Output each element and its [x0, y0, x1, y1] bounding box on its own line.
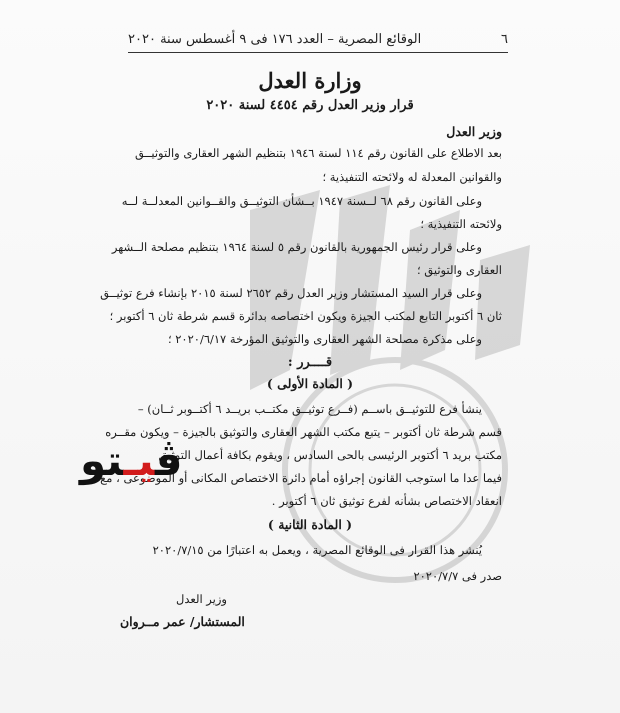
article-1-line: قسم شرطة ثان أكتوبر – يتبع مكتب الشهر العقارى والتوثيق بالجيزة – ويكون مقــره [105, 425, 502, 439]
issued-date: صدر فى ٢٠٢٠/٧/٧ [413, 569, 502, 583]
preamble-line: وعلى مذكرة مصلحة الشهر العقارى والتوثيق المؤرخة ٢٠٢٠/٦/١٧ ؛ [167, 332, 482, 346]
preamble-line: بعد الاطلاع على القانون رقم ١١٤ لسنة ١٩٤٦ بتنظيم الشهر العقارى والتوثيــق [135, 146, 502, 160]
logo-part: تو [80, 436, 124, 485]
preamble-line: وعلى قرار رئيس الجمهورية بالقانون رقم ٥ لسنة ١٩٦٤ بتنظيم مصلحة الــشهر [111, 240, 482, 254]
logo-part: يـ [123, 436, 155, 485]
signature-title: وزير العدل [176, 592, 227, 606]
article-1-heading: ( المادة الأولى ) [266, 376, 354, 391]
decides-label: قــــرر : [287, 355, 333, 370]
preamble-line: وعلى قرار السيد المستشار وزير العدل رقم ٢٦٥٢ لسنة ٢٠١٥ بإنشاء فرع توثيــق [100, 286, 482, 300]
article-2-line: يُنشر هذا القرار فى الوقائع المصرية ، ويعمل به اعتبارًا من ٢٠٢٠/٧/١٥ [152, 543, 482, 557]
logo-part: ڤ [154, 436, 183, 485]
running-header [128, 32, 508, 47]
decree-title: قرار وزير العدل رقم ٤٤٥٤ لسنة ٢٠٢٠ [206, 98, 414, 113]
page-number: ٦ [501, 32, 508, 47]
preamble-line: والقوانين المعدلة له ولائحته التنفيذية ؛ [322, 170, 502, 184]
preamble-line: العقارى والتوثيق ؛ [416, 263, 502, 277]
running-title: الوقائع المصرية – العدد ١٧٦ فى ٩ أغسطس سنة ٢٠٢٠ [128, 32, 422, 47]
preamble-line: ثان ٦ أكتوبر التابع لمكتب الجيزة ويكون اختصاصه بدائرة قسم شرطة ثان ٦ أكتوبر ؛ [109, 309, 502, 323]
article-1-line: انعقاد الاختصاص بشأنه لفرع توثيق ثان ٦ أكتوبر . [271, 494, 502, 508]
preamble-line: وعلى القانون رقم ٦٨ لــسنة ١٩٤٧ بــشأن التوثيــق والقــوانين المعدلــة لــه [121, 194, 482, 208]
article-1-line: ينشأ فرع للتوثيــق باســم (فــرع توثيــق مكتــب بريــد ٦ أكتــوبر ثــان) – [137, 402, 482, 416]
site-logo [80, 436, 183, 485]
header-rule [128, 52, 508, 53]
preamble-line: ولائحته التنفيذية ؛ [420, 217, 502, 231]
article-2-heading: ( المادة الثانية ) [267, 517, 353, 532]
article-1-line: فيما عدا ما استوجب القانون إجراؤه أمام دائرة الاختصاص المكانى أو الموضوعى ، مع [100, 471, 502, 485]
ministry-title: وزارة العدل [258, 68, 362, 93]
signature-name: المستشار/ عمر مــروان [120, 614, 245, 629]
article-1-line: مكتب بريد ٦ أكتوبر الرئيسى بالحى السادس ، ويقوم بكافة أعمال التوثيق [158, 448, 502, 462]
minister-heading: وزير العدل [446, 124, 502, 139]
